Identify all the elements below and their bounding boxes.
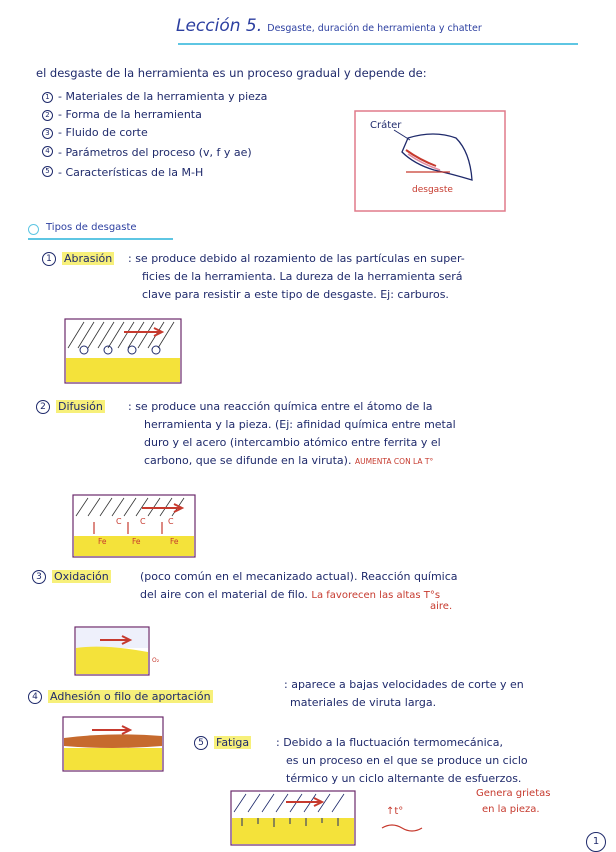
diffusion-iron-label: Fe bbox=[170, 537, 179, 546]
factor-item: - Materiales de la herramienta y pieza bbox=[58, 90, 268, 103]
type-number: 4 bbox=[28, 690, 42, 704]
section-title: Tipos de desgaste bbox=[46, 222, 137, 233]
factor-item: - Parámetros del proceso (v, f y ae) bbox=[58, 146, 252, 159]
diffusion-iron-label: Fe bbox=[132, 537, 141, 546]
type-description: : se produce debido al rozamiento de las partículas en super- ficies de la herramienta. La dureza de la herramienta será clave para resistir a este tipo de desgaste. Ej: carburos. bbox=[128, 252, 465, 301]
page-number: 1 bbox=[586, 832, 606, 852]
type-name: Abrasión bbox=[64, 252, 113, 265]
section-bullet-icon bbox=[28, 224, 39, 235]
oxygen-label: O₂ bbox=[152, 657, 160, 664]
factor-item: - Características de la M-H bbox=[58, 166, 204, 179]
temperature-label: ↑t° bbox=[386, 806, 404, 817]
factor-number: 2 bbox=[42, 110, 53, 121]
diffusion-carbon-label: C bbox=[168, 517, 174, 526]
crater-label: Cráter bbox=[370, 120, 402, 131]
intro-text: el desgaste de la herramienta es un proceso gradual y depende de: bbox=[36, 66, 427, 80]
fatigue-note: Genera grietas en la pieza. bbox=[476, 788, 551, 815]
oxidation-note: aire. bbox=[430, 601, 453, 612]
diffusion-carbon-label: C bbox=[116, 517, 122, 526]
lesson-number: Lección 5. bbox=[176, 16, 263, 36]
lesson-topic: Desgaste, duración de herramienta y chatter bbox=[267, 23, 482, 34]
type-number: 3 bbox=[32, 570, 46, 584]
factor-number: 3 bbox=[42, 128, 53, 139]
type-name: Oxidación bbox=[54, 570, 109, 583]
crater-figure bbox=[354, 110, 506, 212]
factor-number: 4 bbox=[42, 146, 53, 157]
type-number: 1 bbox=[42, 252, 56, 266]
factor-number: 1 bbox=[42, 92, 53, 103]
adhesion-sketch bbox=[62, 716, 164, 772]
type-number: 5 bbox=[194, 736, 208, 750]
diffusion-carbon-label: C bbox=[140, 517, 146, 526]
desgaste-label: desgaste bbox=[412, 185, 453, 195]
type-name: Adhesión o filo de aportación bbox=[50, 690, 211, 703]
diffusion-sketch bbox=[72, 494, 196, 558]
section-underline bbox=[28, 238, 173, 240]
type-description: : aparece a bajas velocidades de corte y en materiales de viruta larga. bbox=[284, 678, 524, 709]
fatigue-sketch bbox=[230, 790, 430, 846]
factor-item: - Forma de la herramienta bbox=[58, 108, 202, 121]
type-name: Fatiga bbox=[216, 736, 250, 749]
title-underline bbox=[178, 43, 578, 45]
type-name: Difusión bbox=[58, 400, 103, 413]
type-description: : se produce una reacción química entre el átomo de la herramienta y la pieza. (Ej: afinidad química entre metal duro y el acero (intercambio atómico entre ferrita y el carbono, que se difunde en la viruta). AUMENTA CON LA T° bbox=[128, 400, 456, 467]
type-description: : Debido a la fluctuación termomecánica, es un proceso en el que se produce un ciclo térmico y un ciclo alternante de esfuerzos. bbox=[276, 736, 528, 785]
factor-number: 5 bbox=[42, 166, 53, 177]
abrasion-sketch bbox=[64, 318, 182, 384]
diffusion-iron-label: Fe bbox=[98, 537, 107, 546]
type-number: 2 bbox=[36, 400, 50, 414]
oxidation-sketch bbox=[74, 626, 172, 678]
type-description: (poco común en el mecanizado actual). Reacción química del aire con el material de filo. La favorecen las altas T°s bbox=[140, 570, 458, 601]
page-title bbox=[176, 16, 482, 36]
factor-item: - Fluido de corte bbox=[58, 126, 148, 139]
